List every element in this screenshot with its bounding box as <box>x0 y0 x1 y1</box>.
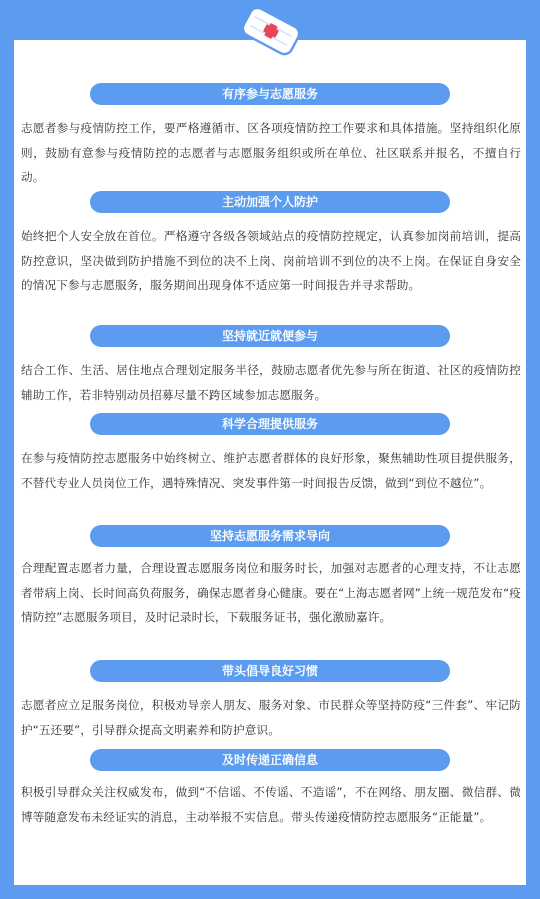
section-body-demand: 合理配置志愿者力量，合理设置志愿服务岗位和服务时长，加强对志愿者的心理支持，不让志愿者带病上岗、长时间高负荷服务，确保志愿者身心健康。要在“上海志愿者网”上统一规范发布“疫情防控”志愿服务项目，及时记录时长，下载服务证书，强化激励嘉许。 <box>21 561 521 624</box>
section-heading-orderly: 有序参与志愿服务 <box>90 83 450 105</box>
section-body-information: 积极引导群众关注权威发布，做到“不信谣、不传谣、不造谣”，不在网络、朋友圈、微信群、微博等随意发布未经证实的消息，主动举报不实信息。带头传递疫情防控志愿服务“正能量”。 <box>21 785 521 824</box>
section-body-nearby: 结合工作、生活、居住地点合理划定服务半径，鼓励志愿者优先参与所在街道、社区的疫情防控辅助工作，若非特别动员招募尽量不跨区域参加志愿服务。 <box>21 363 521 402</box>
section-heading-habits: 带头倡导良好习惯 <box>90 660 450 682</box>
section-heading-nearby: 坚持就近就便参与 <box>90 325 450 347</box>
section-heading-protection: 主动加强个人防护 <box>90 191 450 213</box>
face-mask-icon <box>228 2 314 60</box>
section-body-scientific: 在参与疫情防控志愿服务中始终树立、维护志愿者群体的良好形象，聚焦辅助性项目提供服务，不替代专业人员岗位工作，遇特殊情况、突发事件第一时间报告反馈，做到“到位不越位”。 <box>21 451 521 490</box>
section-body-orderly: 志愿者参与疫情防控工作，要严格遵循市、区各项疫情防控工作要求和具体措施。坚持组织化原则，鼓励有意参与疫情防控的志愿者与志愿服务组织或所在单位、社区联系并报名，不擅自行动。 <box>21 121 521 184</box>
section-heading-demand: 坚持志愿服务需求导向 <box>90 525 450 547</box>
section-body-protection: 始终把个人安全放在首位。严格遵守各级各领域站点的疫情防控规定，认真参加岗前培训，提高防控意识，坚决做到防护措施不到位的决不上岗、岗前培训不到位的决不上岗。在保证自身安全的情况下参与志愿服务，服务期间出现身体不适应第一时间报告并寻求帮助。 <box>21 229 521 292</box>
section-body-habits: 志愿者应立足服务岗位，积极劝导亲人朋友、服务对象、市民群众等坚持防疫“三件套”、牢记防护“五还要”，引导群众提高文明素养和防护意识。 <box>21 698 521 737</box>
section-heading-information: 及时传递正确信息 <box>90 749 450 771</box>
section-heading-scientific: 科学合理提供服务 <box>90 413 450 435</box>
